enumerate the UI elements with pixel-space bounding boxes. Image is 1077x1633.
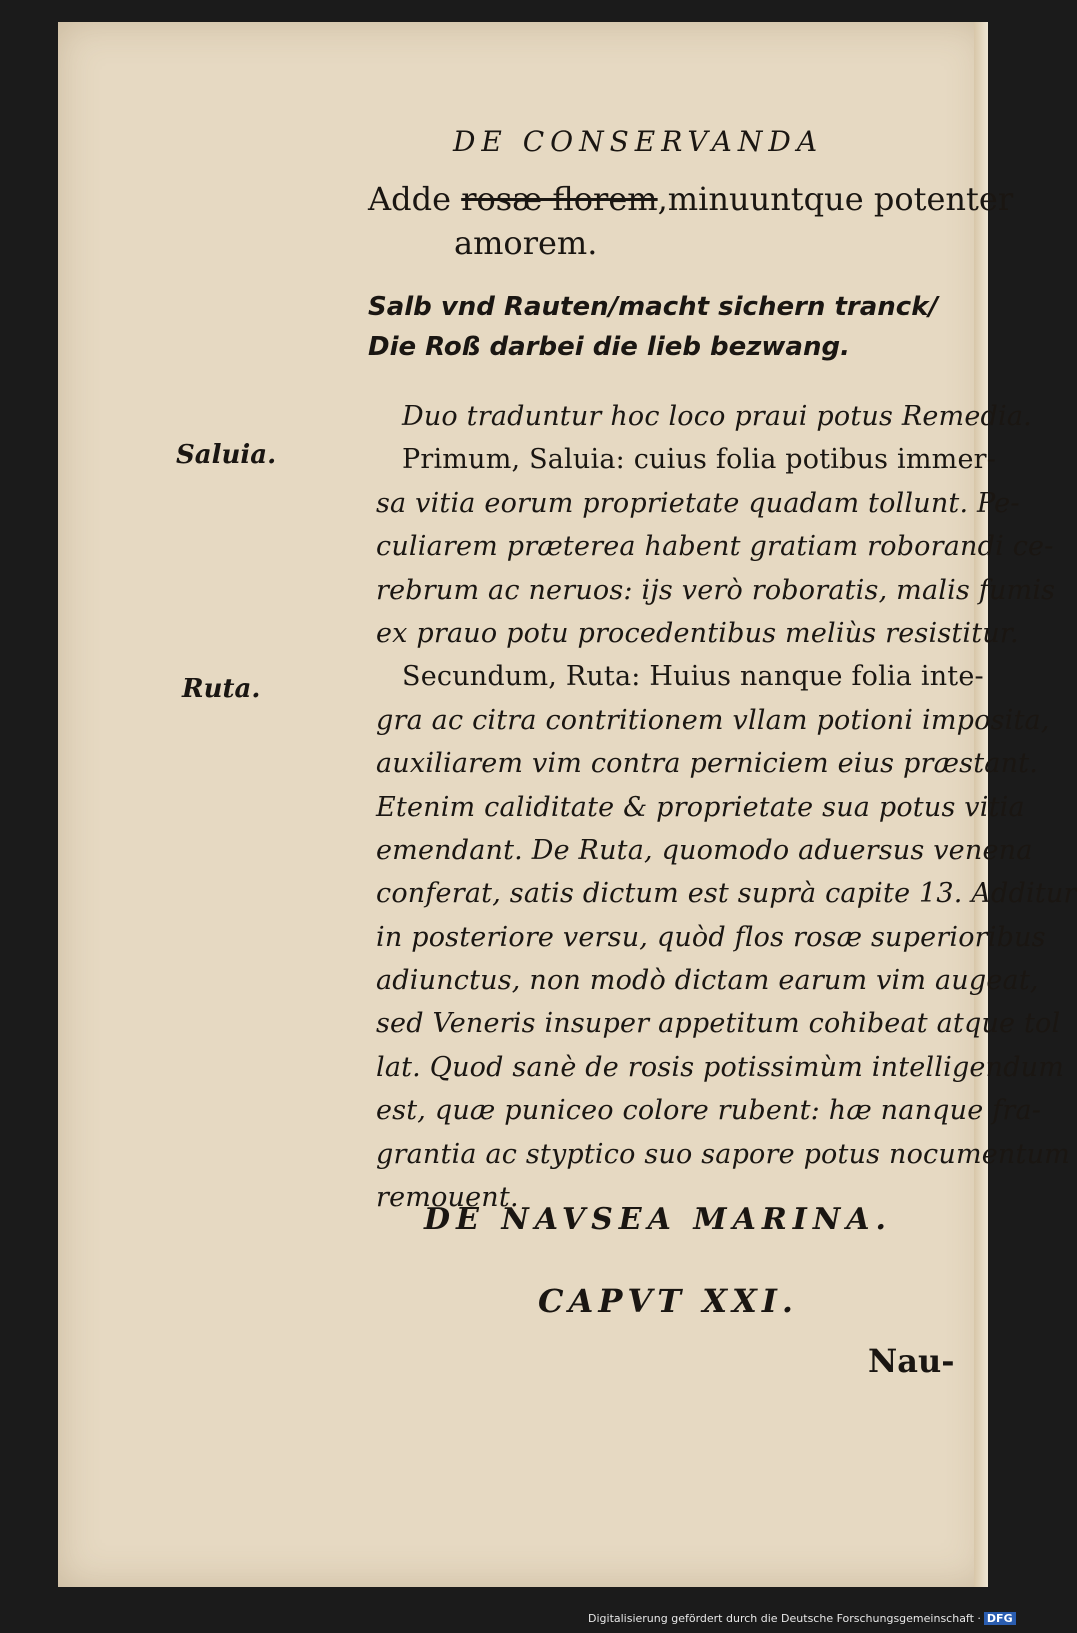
- credit-text: Digitalisierung gefördert durch die Deutsche Forschungsgemeinschaft ·: [588, 1612, 981, 1625]
- latin-verse: [368, 177, 1014, 265]
- body-line: auxiliarem vim contra perniciem eius præstant.: [376, 748, 1039, 780]
- chapter-heading: CAPVT XXI.: [538, 1282, 798, 1320]
- body-line: gra ac citra contritionem vllam potioni imposita,: [376, 704, 1050, 736]
- body-line: sa vitia eorum proprietate quadam tollunt. Pe-: [376, 487, 1020, 519]
- margin-note-salvia: Saluia.: [176, 440, 277, 470]
- body-line: Secundum, Ruta: Huius nanque folia inte-: [402, 661, 984, 693]
- dfg-logo: DFG: [984, 1612, 1016, 1625]
- body-line: conferat, satis dictum est suprà capite 13. Additur: [376, 878, 1077, 910]
- german-line-1: Salb vnd Rauten/macht sichern tranck/: [368, 292, 938, 322]
- body-line: lat. Quod sanè de rosis potissimùm intelligendum: [376, 1051, 1065, 1083]
- struck-text: rosæ florem: [461, 180, 658, 218]
- body-line: culiarem præterea habent gratiam roborandi ce-: [376, 531, 1054, 563]
- body-line: emendant. De Ruta, quomodo aduersus venena: [376, 834, 1033, 866]
- body-line: Primum, Saluia: cuius folia potibus immer-: [402, 444, 997, 476]
- body-line: adiunctus, non modò dictam earum vim augeat,: [376, 965, 1039, 997]
- section-title: DE NAVSEA MARINA.: [424, 1202, 892, 1237]
- catchword: Nau-: [868, 1342, 955, 1380]
- body-line: sed Veneris insuper appetitum cohibeat atque tol: [376, 1008, 1061, 1040]
- verse-line-1: Adde rosæ florem,minuuntque potenter: [368, 180, 1014, 218]
- margin-note-ruta: Ruta.: [182, 674, 261, 704]
- running-head: DE CONSERVANDA: [452, 125, 824, 158]
- body-line: Etenim caliditate & proprietate sua potus vitia: [376, 791, 1025, 823]
- body-line: est, quæ puniceo colore rubent: hæ nanque fra-: [376, 1095, 1042, 1127]
- body-line: Duo traduntur hoc loco praui potus Remedia.: [402, 401, 1032, 432]
- commentary-body: [376, 395, 1077, 1219]
- verse-line-2: amorem.: [454, 224, 598, 262]
- german-verse: [368, 287, 938, 367]
- body-line: in posteriore versu, quòd flos rosæ superioribus: [376, 921, 1046, 953]
- german-line-2: Die Roß darbei die lieb bezwang.: [368, 332, 850, 362]
- body-line: grantia ac styptico suo sapore potus nocumentum: [376, 1138, 1070, 1170]
- digitization-credit: [588, 1612, 1016, 1625]
- body-line: rebrum ac neruos: ijs verò roboratis, malis fumis: [376, 574, 1056, 606]
- book-page: [58, 22, 1077, 1587]
- body-line: ex prauo potu procedentibus meliùs resistitur.: [376, 617, 1019, 649]
- body-line: remouent.: [376, 1182, 519, 1214]
